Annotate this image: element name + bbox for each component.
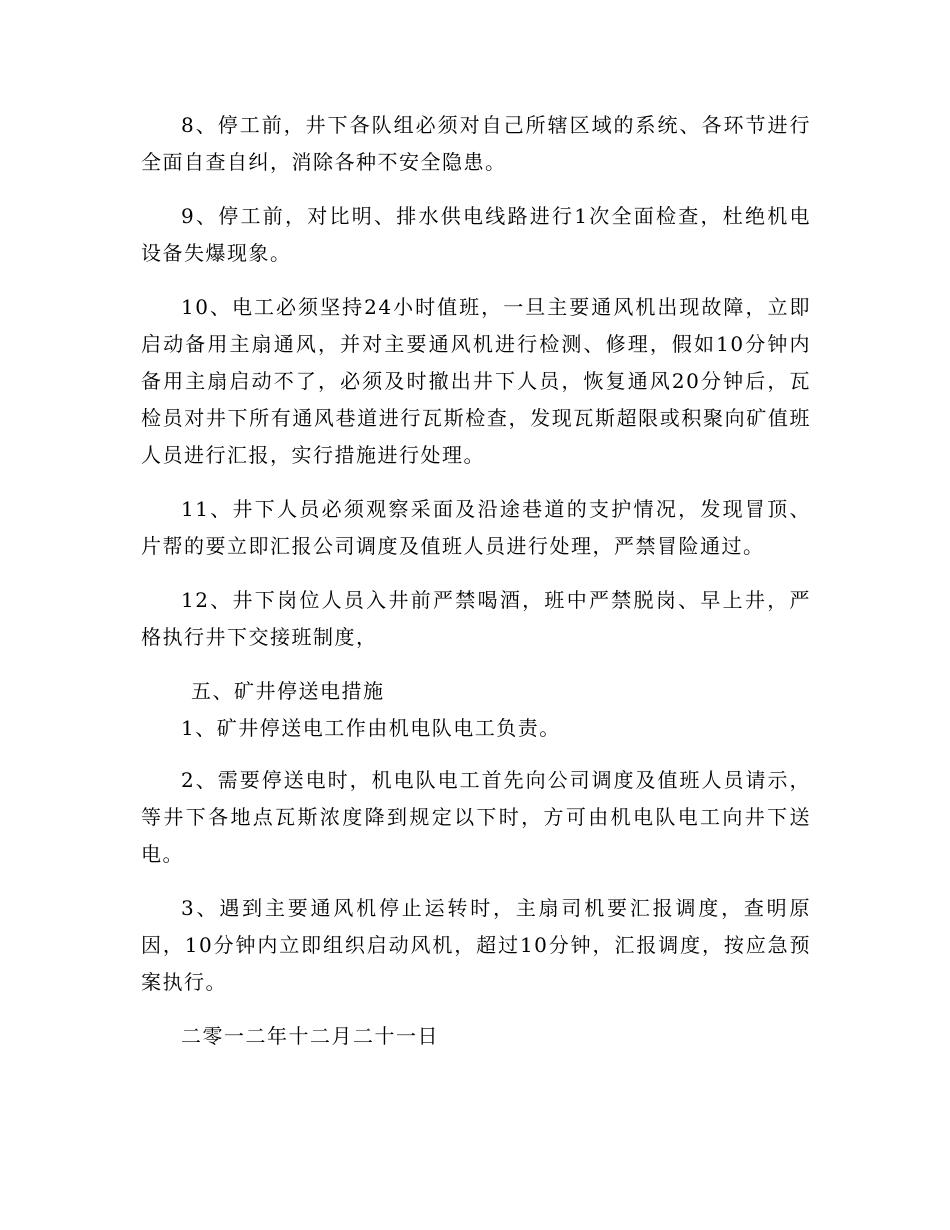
section-paragraph-2: 2、需要停送电时，机电队电工首先向公司调度及值班人员请示，等井下各地点瓦斯浓度降到规定以下时，方可由机电队电工向井下送电。 xyxy=(141,768,811,866)
section-paragraph-1: 1、矿井停送电工作由机电队电工负责。 xyxy=(181,716,561,740)
section-paragraph-3: 3、遇到主要通风机停止运转时，主扇司机要汇报调度，查明原因，10分钟内立即组织启动风机，超过10分钟，汇报调度，按应急预案执行。 xyxy=(141,896,811,994)
paragraph-item-9: 9、停工前，对比明、排水供电线路进行1次全面检查，杜绝机电设备失爆现象。 xyxy=(141,204,811,265)
paragraph-item-11: 11、井下人员必须观察采面及沿途巷道的支护情况，发现冒顶、片帮的要立即汇报公司调度及值班人员进行处理，严禁冒险通过。 xyxy=(141,497,811,558)
paragraph-item-10: 10、电工必须坚持24小时值班，一旦主要通风机出现故障，立即启动备用主扇通风，并对主要通风机进行检测、修理，假如10分钟内备用主扇启动不了，必须及时撤出井下人员，恢复通风20分钟后，瓦检员对井下所有通风巷道进行瓦斯检查，发现瓦斯超限或积聚向矿值班人员进行汇报，实行措施进行处理。 xyxy=(141,295,811,467)
paragraph-item-8: 8、停工前，井下各队组必须对自己所辖区域的系统、各环节进行全面自查自纠，消除各种不安全隐患。 xyxy=(141,113,811,174)
section-heading: 五、矿井停送电措施 xyxy=(191,679,385,703)
paragraph-item-12: 12、井下岗位人员入井前严禁喝酒，班中严禁脱岗、早上井，严格执行井下交接班制度， xyxy=(141,588,811,649)
document-body xyxy=(141,107,811,1055)
document-date: 二零一二年十二月二十一日 xyxy=(181,1024,439,1048)
